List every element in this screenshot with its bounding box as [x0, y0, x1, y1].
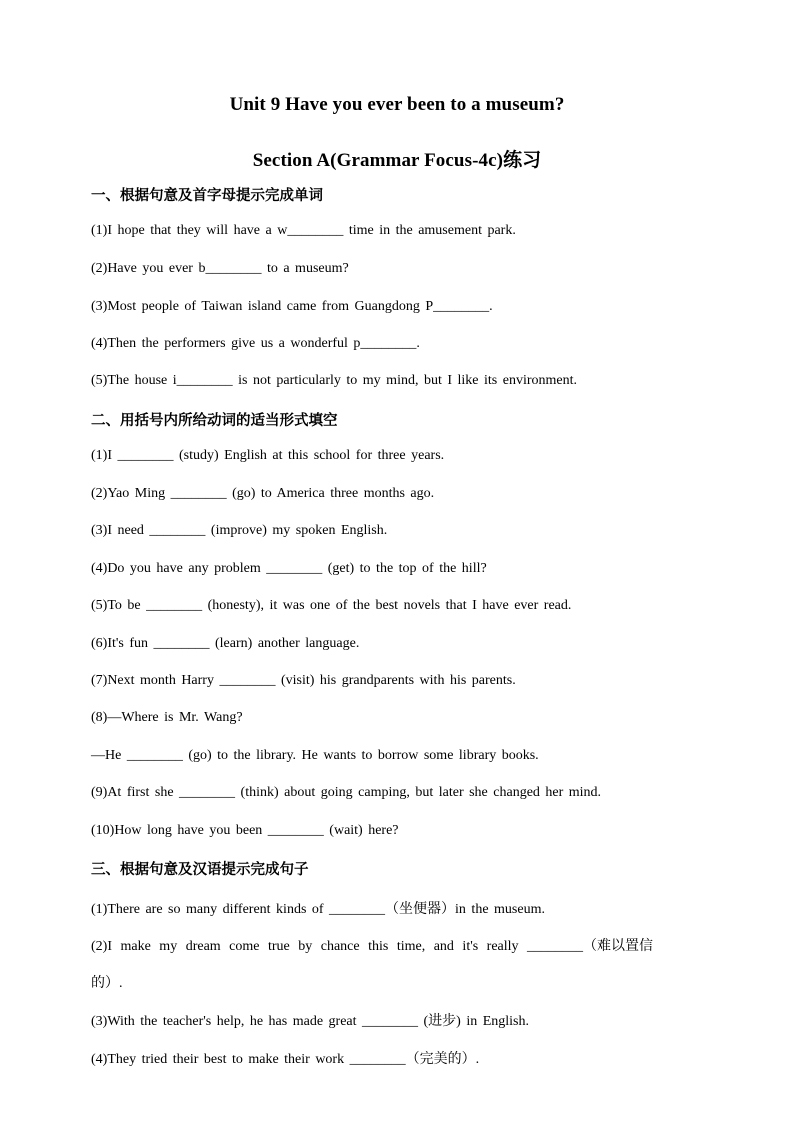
section-2-item: —He ________ (go) to the library. He wants to borrow some library books.: [91, 748, 539, 763]
section-3-item: (3)With the teacher's help, he has made great ________ (进步) in English.: [91, 1014, 530, 1029]
section-1-heading: 一、根据句意及首字母提示完成单词: [91, 188, 323, 204]
section-3-item: (1)There are so many different kinds of ________（坐便器）in the museum.: [91, 902, 545, 917]
section-1-item: (1)I hope that they will have a w________ time in the amusement park.: [91, 223, 516, 238]
section-3-item: (4)They tried their best to make their work ________（完美的）.: [91, 1052, 480, 1067]
section-3-item: (2)I make my dream come true by chance this time, and it's really ________（难以置信: [91, 939, 654, 954]
section-2-item: (4)Do you have any problem ________ (get) to the top of the hill?: [91, 561, 487, 576]
section-2-item: (5)To be ________ (honesty), it was one of the best novels that I have ever read.: [91, 598, 572, 613]
section-2-item: (3)I need ________ (improve) my spoken English.: [91, 523, 388, 538]
section-2-item: (6)It's fun ________ (learn) another language.: [91, 636, 360, 651]
section-3-item: 的）.: [91, 976, 123, 991]
section-1-item: (4)Then the performers give us a wonderful p________.: [91, 336, 420, 351]
section-2-item: (2)Yao Ming ________ (go) to America three months ago.: [91, 486, 435, 501]
page-title: Unit 9 Have you ever been to a museum?: [229, 94, 565, 115]
section-1-item: (3)Most people of Taiwan island came from Guangdong P________.: [91, 299, 493, 314]
section-2-heading: 二、用括号内所给动词的适当形式填空: [91, 413, 338, 429]
section-2-item: (10)How long have you been ________ (wait) here?: [91, 823, 399, 838]
section-2-item: (9)At first she ________ (think) about going camping, but later she changed her mind.: [91, 785, 602, 800]
page-subtitle: Section A(Grammar Focus-4c)练习: [252, 150, 542, 171]
section-2-item: (8)—Where is Mr. Wang?: [91, 710, 243, 725]
section-3-heading: 三、根据句意及汉语提示完成句子: [91, 862, 309, 878]
section-2-item: (7)Next month Harry ________ (visit) his grandparents with his parents.: [91, 673, 516, 688]
section-2-item: (1)I ________ (study) English at this school for three years.: [91, 448, 445, 463]
section-1-item: (5)The house i________ is not particularly to my mind, but I like its environment.: [91, 373, 577, 388]
section-1-item: (2)Have you ever b________ to a museum?: [91, 261, 349, 276]
